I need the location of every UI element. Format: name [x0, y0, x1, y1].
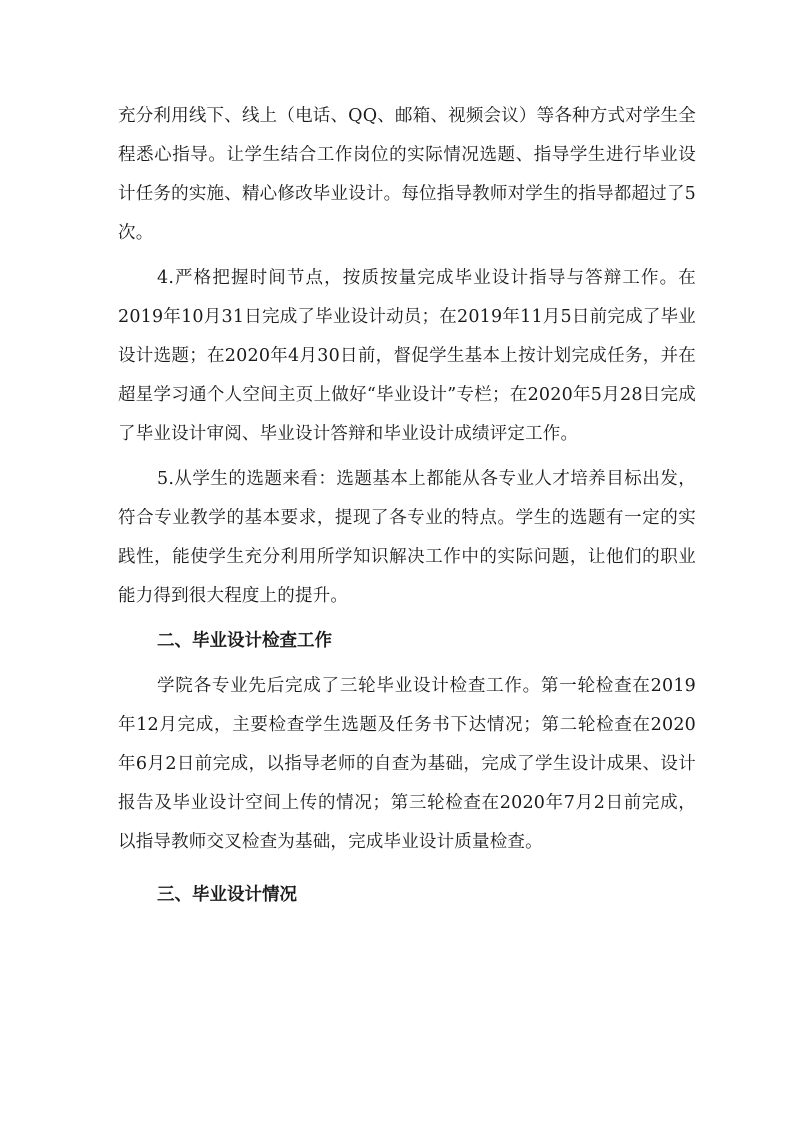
paragraph-inspection-rounds: 学院各专业先后完成了三轮毕业设计检查工作。第一轮检查在2019年12月完成，主要检查学生选题及任务书下达情况；第二轮检查在2020年6月2日前完成，以指导老师的自查为基础，完成了学生设计成果、设计报告及毕业设计空间上传的情况；第三轮检查在2020年7月2日前完成，以指导教师交叉检查为基础，完成毕业设计质量检查。	[118, 676, 696, 852]
paragraph-time-nodes: 4.严格把握时间节点，按质按量完成毕业设计指导与答辩工作。在2019年10月31日完成了毕业设计动员；在2019年11月5日前完成了毕业设计选题；在2020年4月30日前，督促学生基本上按计划完成任务，并在超星学习通个人空间主页上做好“毕业设计”专栏；在2020年5月28日完成了毕业设计审阅、毕业设计答辩和毕业设计成绩评定工作。	[118, 268, 696, 444]
paragraph-topic-selection: 5.从学生的选题来看：选题基本上都能从各专业人才培养目标出发，符合专业教学的基本要求，提现了各专业的特点。学生的选题有一定的实践性，能使学生充分利用所学知识解决工作中的实际问题，让他们的职业能力得到很大程度上的提升。	[118, 469, 696, 606]
section-heading-inspection: 二、毕业设计检查工作	[157, 631, 332, 651]
section-heading-design-status: 三、毕业设计情况	[157, 885, 297, 905]
paragraph-guidance-methods: 充分利用线下、线上（电话、QQ、邮箱、视频会议）等各种方式对学生全程悉心指导。让学生结合工作岗位的实际情况选题、指导学生进行毕业设计任务的实施、精心修改毕业设计。每位指导教师对学生的指导都超过了5次。	[118, 106, 696, 243]
document-page	[118, 97, 696, 915]
